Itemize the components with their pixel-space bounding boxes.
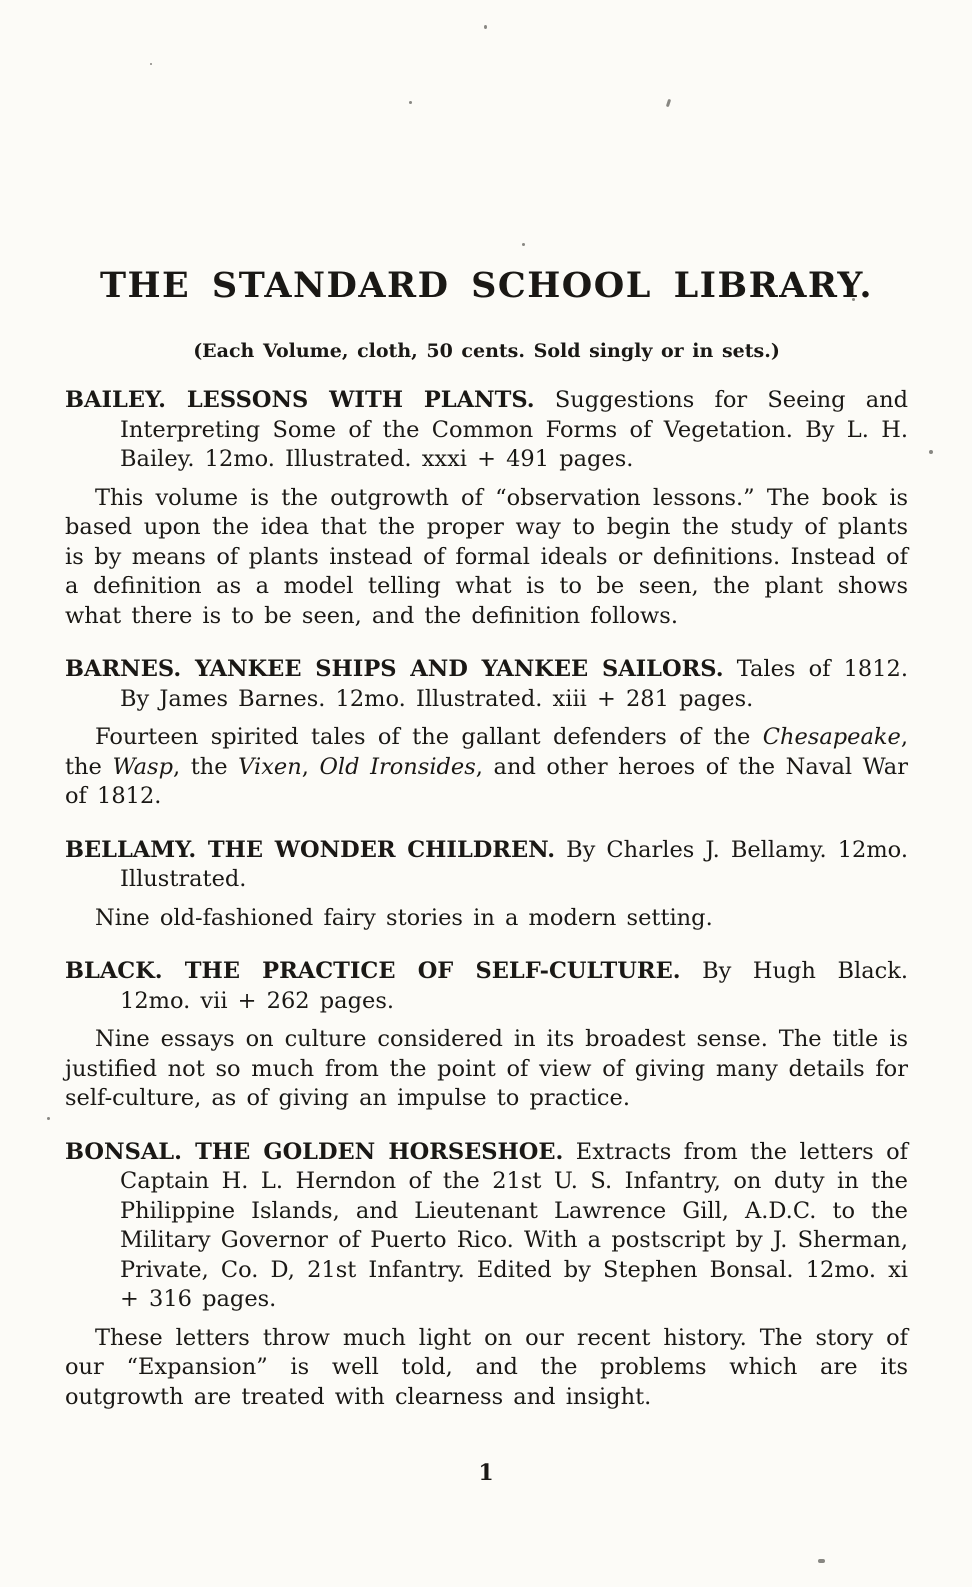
entry-heading	[65, 386, 908, 475]
text-segment: Fourteen spirited tales of the gallant defenders of the	[95, 724, 763, 751]
text-segment: By Hugh Black. 12mo. vii + 262 pages.	[120, 958, 908, 1014]
entry-description	[65, 484, 908, 632]
italic-text: Vixen	[238, 753, 302, 780]
catalog-entry	[65, 655, 908, 812]
scan-speck	[818, 1559, 825, 1563]
page-content	[65, 0, 908, 1412]
italic-text: Chesapeake	[762, 724, 901, 751]
entry-description	[65, 723, 908, 812]
text-segment: ,	[301, 753, 320, 780]
entry-description	[65, 1324, 908, 1413]
catalog-entry	[65, 957, 908, 1114]
text-segment: Tales of 1812. By James Barnes. 12mo. Illustrated. xiii + 281 pages.	[120, 656, 908, 712]
text-segment: Suggestions for Seeing and Interpreting Some of the Common Forms of Vegetation. By L. H. Bailey. 12mo. Illustrated. xxxi + 491 pages.	[120, 387, 909, 473]
scan-speck	[929, 450, 933, 454]
entry-heading	[65, 836, 908, 895]
text-segment: Nine essays on culture considered in its broadest sense. The title is justified not so much from the point of view of giving many details for self-culture, as of giving an impulse to practice.	[65, 1026, 908, 1112]
text-segment: Extracts from the letters of Captain H. L. Herndon of the 21st U. S. Infantry, on duty in the Philippine Islands, and Lieutenant Lawrence Gill, A.D.C. to the Military Governor of Puerto Rico. With a postscript by J. Sherman, Private, Co. D, 21st Infantry. Edited by Stephen Bonsal. 12mo. xi + 316 pages.	[120, 1138, 908, 1313]
text-segment: These letters throw much light on our recent history. The story of our “Expansion” is well told, and the problems which are its outgrowth are treated with clearness and insight.	[65, 1324, 908, 1410]
entry-heading-bold-text: BELLAMY. THE WONDER CHILDREN.	[65, 836, 556, 863]
text-segment: Nine old-fashioned fairy stories in a modern setting.	[95, 904, 713, 931]
page-title: THE STANDARD SCHOOL LIBRARY.	[99, 265, 874, 306]
text-segment: , and other heroes of the Naval War of 1812.	[65, 753, 908, 810]
entry-heading-bold-text: BAILEY. LESSONS WITH PLANTS.	[65, 387, 535, 414]
entry-heading-bold-text: BARNES. YANKEE SHIPS AND YANKEE SAILORS.	[65, 656, 724, 683]
entry-description	[65, 904, 908, 934]
text-segment: This volume is the outgrowth of “observation lessons.” The book is based upon the idea that the proper way to begin the study of plants is by means of plants instead of formal ideals or definitions. Instead of a definition as a model telling what is to be seen, the plant shows what there is to be seen, and the definition follows.	[65, 484, 908, 629]
text-segment: , the	[65, 724, 908, 780]
entry-heading	[65, 957, 908, 1016]
page-subtitle: (Each Volume, cloth, 50 cents. Sold singly or in sets.)	[193, 340, 780, 363]
entry-heading-bold-text: BLACK. THE PRACTICE OF SELF-CULTURE.	[65, 958, 681, 985]
text-segment: , the	[172, 753, 239, 780]
catalog-entry	[65, 386, 908, 631]
catalog-entry	[65, 1138, 908, 1413]
entries	[65, 386, 908, 1412]
text-segment: By Charles J. Bellamy. 12mo. Illustrated.	[120, 836, 908, 893]
entry-heading-bold-text: BONSAL. THE GOLDEN HORSESHOE.	[65, 1138, 564, 1165]
scan-speck	[47, 1117, 50, 1120]
entry-heading	[65, 655, 908, 714]
page-number: 1	[478, 1460, 494, 1486]
entry-heading	[65, 1138, 908, 1315]
catalog-entry	[65, 836, 908, 934]
entry-description	[65, 1025, 908, 1114]
italic-text: Old Ironsides	[319, 753, 476, 780]
italic-text: Wasp	[112, 753, 173, 780]
